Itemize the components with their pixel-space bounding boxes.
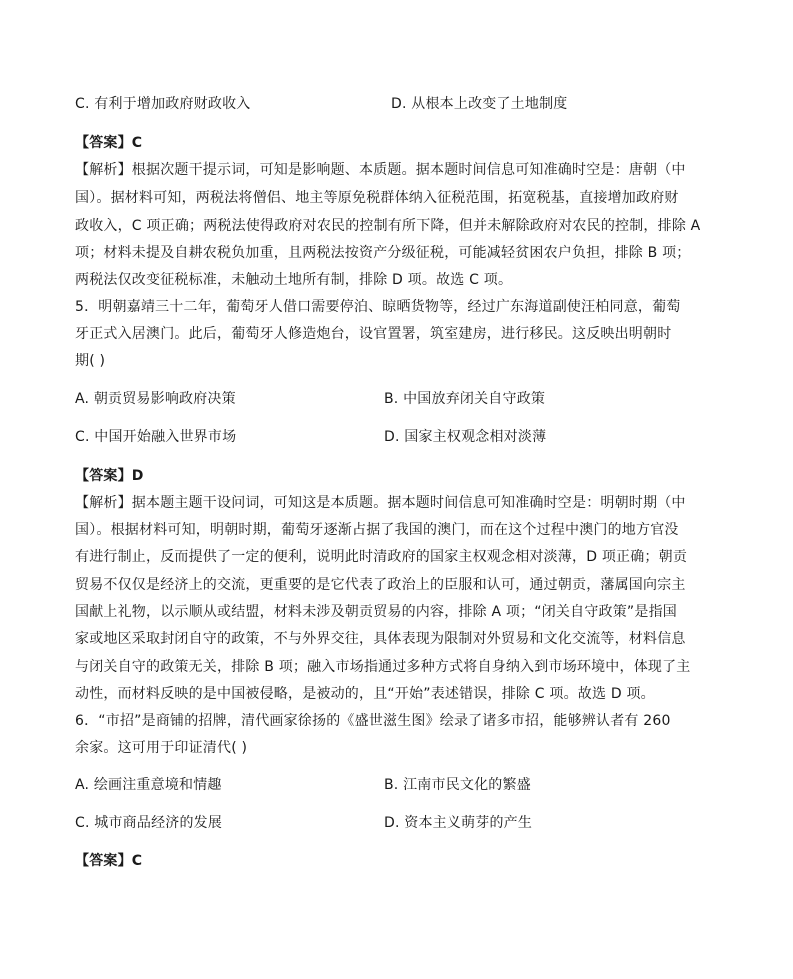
q5-option-d: D. 国家主权观念相对淡薄 bbox=[384, 429, 547, 445]
q5-analysis-line: 动性，而材料反映的是中国被侵略，是被动的，且“开始”表述错误，排除 C 项。故选 D 项。 bbox=[75, 686, 655, 702]
q4-analysis-line: 政收入，C 项正确；两税法使得政府对农民的控制有所下降，但并未解除政府对农民的控制，排除 A bbox=[75, 218, 701, 234]
q4-analysis-line: 【解析】根据次题干提示词，可知是影响题、本质题。据本题时间信息可知准确时空是：唐朝（中 bbox=[75, 162, 686, 178]
q5-stem-line: 牙正式入居澳门。此后，葡萄牙人修造炮台，设官置署，筑室建房，进行移民。这反映出明朝时 bbox=[75, 326, 672, 342]
q4-analysis-line: 国）。据材料可知，两税法将僧侣、地主等原免税群体纳入征税范围，拓宽税基，直接增加政府财 bbox=[75, 190, 679, 206]
q4-option-c: C. 有利于增加政府财政收入 bbox=[75, 96, 251, 112]
q5-analysis-line: 家或地区采取封闭自守的政策，不与外界交往，具体表现为限制对外贸易和文化交流等，材料信息 bbox=[75, 631, 686, 647]
q6-option-c: C. 城市商品经济的发展 bbox=[75, 815, 223, 831]
q5-answer: 【答案】D bbox=[75, 468, 144, 484]
q6-stem-line: 余家。这可用于印证清代( ) bbox=[75, 740, 248, 756]
q5-option-c: C. 中国开始融入世界市场 bbox=[75, 429, 237, 445]
q4-analysis-line: 两税法仅改变征税标准，未触动土地所有制，排除 D 项。故选 C 项。 bbox=[75, 272, 513, 288]
q5-analysis-line: 国）。根据材料可知，明朝时期，葡萄牙逐渐占据了我国的澳门，而在这个过程中澳门的地方官没 bbox=[75, 522, 679, 538]
q5-analysis-line: 与闭关自守的政策无关，排除 B 项；融入市场指通过多种方式将自身纳入到市场环境中，体现了主 bbox=[75, 659, 691, 675]
q6-option-b: B. 江南市民文化的繁盛 bbox=[384, 777, 531, 793]
q5-option-a: A. 朝贡贸易影响政府决策 bbox=[75, 391, 236, 407]
q5-analysis-line: 有进行制止，反而提供了一定的便利，说明此时清政府的国家主权观念相对淡薄，D 项正确；朝贡 bbox=[75, 549, 688, 565]
q5-analysis-line: 贸易不仅仅是经济上的交流，更重要的是它代表了政治上的臣服和认可，通过朝贡，藩属国向宗主 bbox=[75, 577, 686, 593]
q6-stem-line: 6．“市招”是商铺的招牌，清代画家徐扬的《盛世滋生图》绘录了诸多市招，能够辨认者有 260 bbox=[75, 713, 671, 729]
q6-option-d: D. 资本主义萌芽的产生 bbox=[384, 815, 533, 831]
q5-analysis-line: 国献上礼物，以示顺从或结盟，材料未涉及朝贡贸易的内容，排除 A 项；“闭关自守政策”是指国 bbox=[75, 604, 677, 620]
q5-option-b: B. 中国放弃闭关自守政策 bbox=[384, 391, 546, 407]
q5-stem-line: 5．明朝嘉靖三十二年，葡萄牙人借口需要停泊、晾晒货物等，经过广东海道副使汪柏同意，葡萄 bbox=[75, 299, 681, 315]
q4-analysis-line: 项；材料未提及自耕农税负加重，且两税法按资产分级征税，可能减轻贫困农户负担，排除 B 项； bbox=[75, 245, 691, 261]
q5-stem-line: 期( ) bbox=[75, 353, 106, 369]
q6-answer: 【答案】C bbox=[75, 853, 143, 869]
q4-option-d: D. 从根本上改变了土地制度 bbox=[391, 96, 568, 112]
q5-analysis-line: 【解析】据本题主题干设问词，可知这是本质题。据本题时间信息可知准确时空是：明朝时期（中 bbox=[75, 495, 686, 511]
q6-option-a: A. 绘画注重意境和情趣 bbox=[75, 777, 222, 793]
q4-answer: 【答案】C bbox=[75, 135, 143, 151]
